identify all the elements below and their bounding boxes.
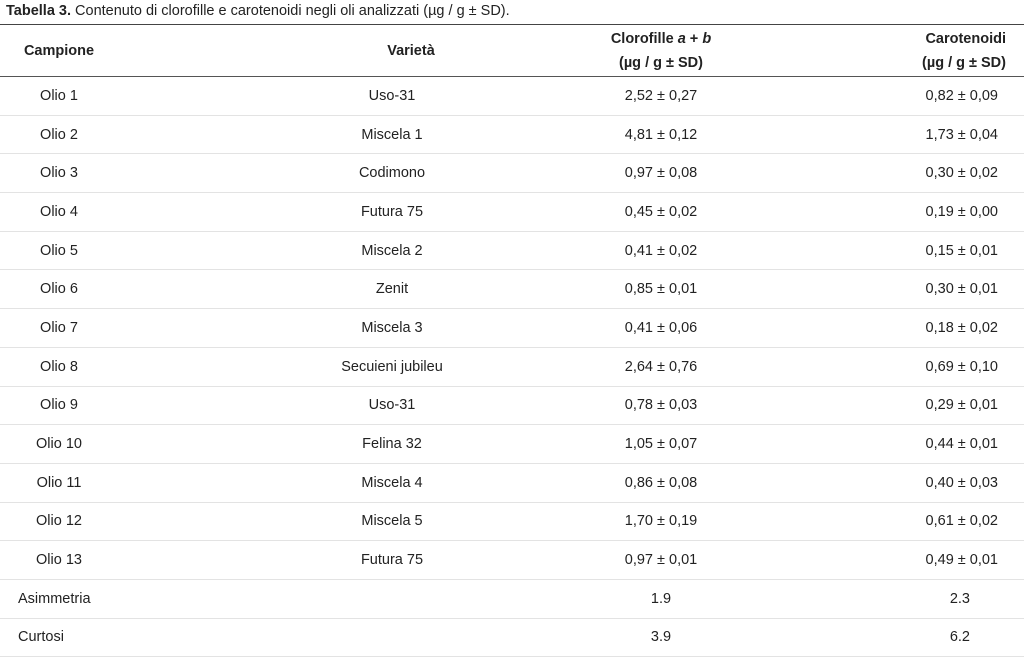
data-table [0,25,1024,657]
cell-campione: Olio 9 [0,386,118,425]
cell-varieta: Secuieni jubileu [118,347,566,386]
cell-clorofille: 0,41 ± 0,02 [566,231,756,270]
table-row [0,502,1024,541]
cell-varieta: Miscela 3 [118,309,566,348]
cell-varieta: Felina 32 [118,425,566,464]
cell-campione: Olio 8 [0,347,118,386]
header-varieta: Varietà [118,25,566,77]
cell-campione: Curtosi [0,618,118,657]
cell-clorofille: 0,45 ± 0,02 [566,193,756,232]
cell-clorofille: 4,81 ± 0,12 [566,115,756,154]
cell-campione: Olio 4 [0,193,118,232]
header-row [0,25,1024,77]
cell-clorofille: 0,86 ± 0,08 [566,463,756,502]
cell-carotenoidi: 0,29 ± 0,01 [756,386,1024,425]
cell-clorofille: 0,41 ± 0,06 [566,309,756,348]
table-row [0,309,1024,348]
cell-varieta: Miscela 1 [118,115,566,154]
cell-campione: Olio 2 [0,115,118,154]
cell-varieta [118,618,566,657]
cell-varieta: Miscela 2 [118,231,566,270]
cell-varieta: Uso-31 [118,77,566,116]
cell-clorofille: 0,78 ± 0,03 [566,386,756,425]
cell-clorofille: 1,70 ± 0,19 [566,502,756,541]
cell-carotenoidi: 0,19 ± 0,00 [756,193,1024,232]
caption-label: Tabella 3. [6,3,72,19]
table-row [0,347,1024,386]
cell-carotenoidi: 0,82 ± 0,09 [756,77,1024,116]
cell-campione: Asimmetria [0,579,118,618]
cell-clorofille: 1.9 [566,579,756,618]
cell-varieta: Miscela 4 [118,463,566,502]
cell-varieta: Futura 75 [118,541,566,580]
cell-varieta: Uso-31 [118,386,566,425]
cell-clorofille: 0,97 ± 0,08 [566,154,756,193]
cell-varieta: Futura 75 [118,193,566,232]
cell-carotenoidi: 6.2 [756,618,1024,657]
table-row [0,270,1024,309]
cell-varieta [118,579,566,618]
cell-campione: Olio 11 [0,463,118,502]
stat-row [0,618,1024,657]
cell-campione: Olio 7 [0,309,118,348]
cell-carotenoidi: 0,44 ± 0,01 [756,425,1024,464]
table-row [0,541,1024,580]
cell-clorofille: 2,64 ± 0,76 [566,347,756,386]
cell-varieta: Zenit [118,270,566,309]
cell-clorofille: 3.9 [566,618,756,657]
table-row [0,154,1024,193]
stat-row [0,579,1024,618]
cell-carotenoidi: 0,15 ± 0,01 [756,231,1024,270]
cell-carotenoidi: 0,49 ± 0,01 [756,541,1024,580]
cell-campione: Olio 1 [0,77,118,116]
cell-campione: Olio 3 [0,154,118,193]
cell-carotenoidi: 0,61 ± 0,02 [756,502,1024,541]
cell-clorofille: 2,52 ± 0,27 [566,77,756,116]
table-row [0,386,1024,425]
cell-clorofille: 1,05 ± 0,07 [566,425,756,464]
cell-clorofille: 0,85 ± 0,01 [566,270,756,309]
table-caption [6,3,510,19]
table-row [0,77,1024,116]
caption-text: Contenuto di clorofille e carotenoidi negli oli analizzati (µg / g ± SD). [71,3,510,19]
table-row [0,463,1024,502]
cell-campione: Olio 13 [0,541,118,580]
table-row [0,193,1024,232]
cell-campione: Olio 12 [0,502,118,541]
cell-carotenoidi: 0,30 ± 0,01 [756,270,1024,309]
cell-carotenoidi: 0,40 ± 0,03 [756,463,1024,502]
cell-carotenoidi: 1,73 ± 0,04 [756,115,1024,154]
cell-carotenoidi: 0,30 ± 0,02 [756,154,1024,193]
cell-carotenoidi: 0,69 ± 0,10 [756,347,1024,386]
table-row [0,425,1024,464]
cell-clorofille: 0,97 ± 0,01 [566,541,756,580]
cell-campione: Olio 5 [0,231,118,270]
header-clorofille: Clorofille a + b (µg / g ± SD) [566,25,756,77]
cell-varieta: Codimono [118,154,566,193]
cell-carotenoidi: 0,18 ± 0,02 [756,309,1024,348]
table-row [0,115,1024,154]
table-row [0,231,1024,270]
header-carotenoidi: Carotenoidi (µg / g ± SD) [756,25,1024,77]
cell-campione: Olio 10 [0,425,118,464]
cell-campione: Olio 6 [0,270,118,309]
cell-carotenoidi: 2.3 [756,579,1024,618]
cell-varieta: Miscela 5 [118,502,566,541]
header-campione: Campione [0,25,118,77]
